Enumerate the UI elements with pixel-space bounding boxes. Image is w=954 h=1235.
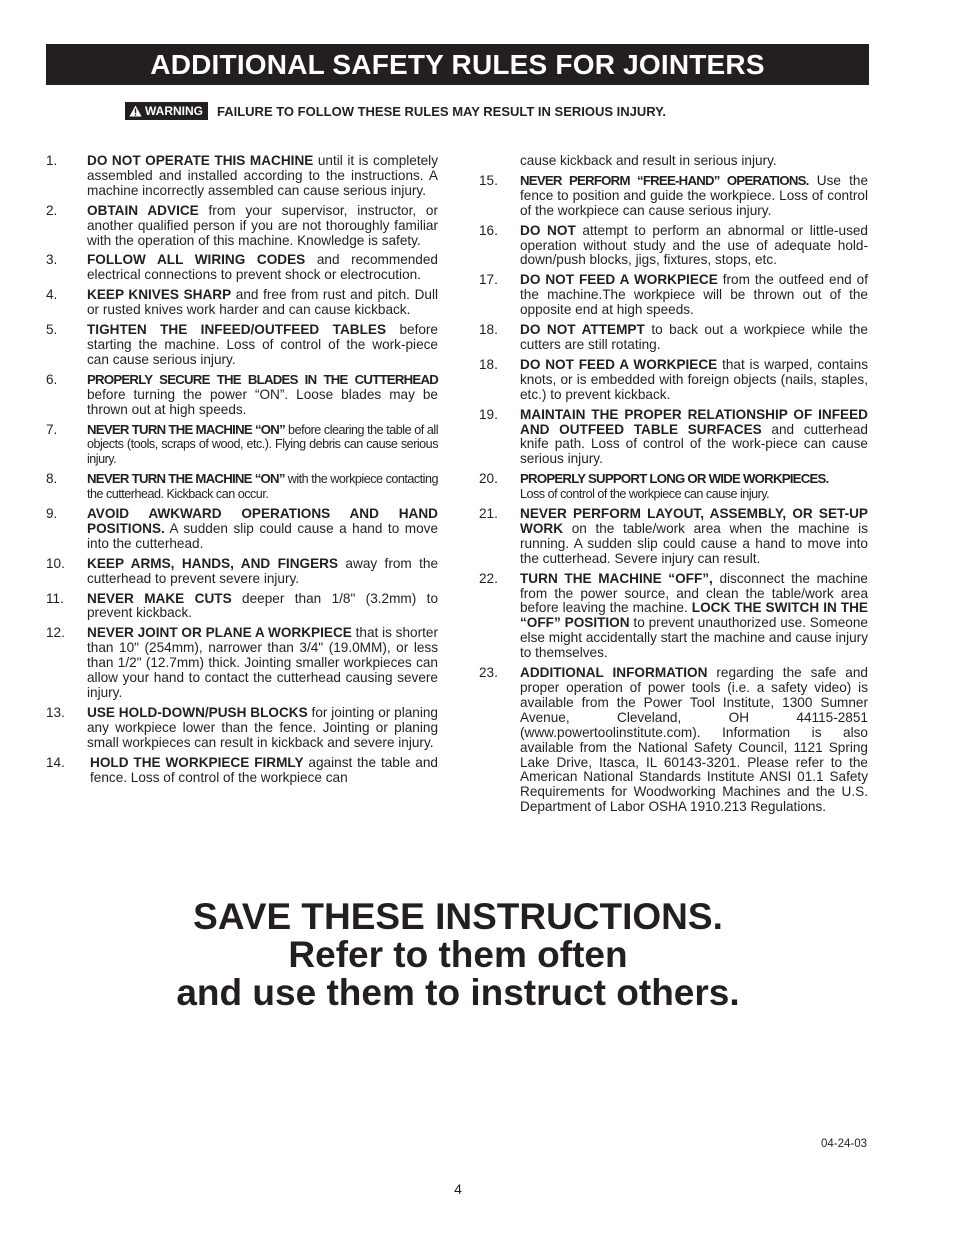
rule-lead: KEEP KNIVES SHARP	[87, 287, 232, 303]
rule-number: 18.	[479, 322, 498, 338]
rule-lead: FOLLOW ALL WIRING CODES	[87, 252, 306, 268]
rule-number: 2.	[46, 202, 58, 218]
rule-lead: DO NOT ATTEMPT	[520, 322, 645, 338]
rule-text: before clearing the table of all objects (tools, scraps of wood, etc.). Flying debris can cause serious injury.	[87, 422, 438, 467]
rule-lead: NEVER PERFORM “FREE-HAND” OPERATIONS.	[520, 172, 809, 188]
rule-text: A sudden slip could cause a hand to move into the cutterhead.	[87, 520, 438, 551]
rule-text: for jointing or planing any workpiece lower than the fence. Jointing or planing small workpieces can result in kickback and severe injury.	[87, 704, 438, 750]
rule-text: and free from rust and pitch. Dull or rusted knives work harder and can cause kickback.	[87, 287, 438, 318]
rule-lead: ADDITIONAL INFORMATION	[520, 665, 708, 681]
rule-lead: NEVER PERFORM LAYOUT, ASSEMBLY, OR SET-UP WORK	[520, 506, 868, 536]
rule-item	[46, 288, 438, 318]
page-number: 4	[454, 1181, 462, 1197]
rule-number: 5.	[46, 322, 58, 338]
rule-continuation: cause kickback and result in serious injury.	[520, 153, 777, 168]
rule-lead: NEVER TURN THE MACHINE “ON”	[87, 471, 285, 487]
rule-lead: NEVER MAKE CUTS	[87, 590, 232, 606]
rule-text: Loss of control of the workpiece can cause injury.	[520, 487, 770, 502]
rule-number: 3.	[46, 252, 58, 268]
rule-lead: DO NOT OPERATE THIS MACHINE	[87, 153, 314, 168]
rule-lead: PROPERLY SUPPORT LONG OR WIDE WORKPIECES.	[520, 471, 829, 487]
rule-text: away from the cutterhead to prevent severe injury.	[87, 555, 439, 586]
rule-text: Use the fence to position and guide the workpiece. Loss of control of the workpiece can cause serious injury.	[520, 172, 868, 218]
rule-item	[479, 572, 868, 661]
rule-lead: OBTAIN ADVICE	[87, 202, 199, 218]
rule-lead: TURN THE MACHINE “OFF”,	[520, 570, 713, 586]
rule-number: 22.	[479, 570, 498, 586]
rule-text: with the workpiece contacting the cutterhead. Kickback can occur.	[87, 472, 438, 502]
rule-text: regarding the safe and proper operation of power tools (i.e. a safety video) is available from the Power Tool Institute, 1300 Sumner Avenue, Cleveland, OH 44115-2851 (www.powertoolinstitute.com). Information is also available from the National Safety Council, 1121 Spring Lake Drive, Itasca, IL 60143-3201. Please refer to the American National Standards Institute ANSI 01.1 Safety Requirements for Woodworking Machines and the U.S. Department of Labor OSHA 1910.213 Regulations.	[520, 665, 868, 815]
rule-number: 18.	[479, 356, 498, 372]
rules-column-right	[479, 154, 868, 820]
save-line-2: Refer to them often	[288, 934, 628, 975]
rule-item	[46, 706, 438, 751]
rule-lead: TIGHTEN THE INFEED/OUTFEED TABLES	[87, 322, 387, 338]
rule-item	[46, 373, 438, 418]
rule-text: deeper than 1/8" (3.2mm) to prevent kickback.	[87, 590, 439, 621]
rule-text: that is shorter than 10" (254mm), narrower than 3/4" (19.0MM), or less than 1/2" (12.7mm) thick. Jointing smaller workpieces can allow your hand to contact the cutterhead causing severe injury.	[87, 625, 438, 700]
rule-text: on the table/work area when the machine is running. A sudden slip could cause a hand to move into the cutterhead. Severe injury can result.	[520, 520, 868, 566]
rule-text: and cutterhead knife path. Loss of control of the work-piece can cause serious injury.	[520, 421, 868, 467]
warning-badge-label: WARNING	[145, 104, 203, 118]
rule-lead: DO NOT FEED A WORKPIECE	[520, 272, 718, 288]
rule-text: to back out a workpiece while the cutters are still rotating.	[520, 322, 868, 352]
rule-lead: AVOID AWKWARD OPERATIONS AND HAND POSITIONS.	[87, 506, 438, 536]
rule-lead: DO NOT FEED A WORKPIECE	[520, 356, 718, 372]
rule-number: 1.	[46, 153, 58, 168]
rule-lead: NEVER TURN THE MACHINE “ON”	[87, 421, 285, 437]
rule-text: before turning the power “ON”. Loose blades may be thrown out at high speeds.	[87, 386, 438, 417]
save-instructions-heading	[0, 898, 916, 1012]
rule-number: 21.	[479, 506, 498, 522]
rule-item	[46, 472, 438, 502]
rule-lead-secondary: LOCK THE SWITCH IN THE “OFF” POSITION	[520, 600, 868, 631]
section-title: ADDITIONAL SAFETY RULES FOR JOINTERS	[46, 44, 869, 85]
rules-column-left	[46, 154, 438, 790]
rule-number: 10.	[46, 555, 65, 571]
rule-item	[479, 666, 868, 815]
rule-lead: DO NOT	[520, 222, 576, 238]
warning-notice	[125, 101, 666, 121]
rule-item	[46, 756, 438, 786]
rule-item	[46, 423, 438, 468]
warning-text: FAILURE TO FOLLOW THESE RULES MAY RESULT IN SERIOUS INJURY.	[217, 103, 667, 119]
rule-item	[46, 592, 438, 622]
rule-text: disconnect the machine from the power source, and clean the table/work area before leaving the machine.	[520, 570, 868, 616]
rule-number: 8.	[46, 471, 58, 487]
rule-text: attempt to perform an abnormal or little-used operation without study and the use of adequate hold-down/push blocks, jigs, fixtures, stops, etc.	[520, 222, 868, 268]
rule-number: 12.	[46, 625, 65, 641]
rule-number: 13.	[46, 704, 65, 720]
rule-number: 11.	[46, 590, 64, 606]
rule-item	[479, 408, 868, 468]
rule-number: 7.	[46, 421, 58, 437]
rule-item	[479, 323, 868, 353]
rule-text: until it is completely assembled and installed according to the instructions. A machine incorrectly assembled can cause serious injury.	[87, 153, 438, 198]
save-line-1: SAVE THESE INSTRUCTIONS.	[193, 896, 723, 937]
rule-item	[479, 358, 868, 403]
rule-item	[46, 204, 438, 249]
rule-number: 20.	[479, 471, 498, 487]
rule-item	[46, 154, 438, 199]
revision-date: 04-24-03	[820, 1138, 867, 1150]
rule-item	[46, 507, 438, 552]
rule-item	[46, 253, 438, 283]
rule-lead: KEEP ARMS, HANDS, AND FINGERS	[87, 555, 339, 571]
rule-lead: PROPERLY SECURE THE BLADES IN THE CUTTERHEAD	[87, 371, 438, 387]
rule-number: 14.	[46, 754, 65, 770]
rule-number: 6.	[46, 371, 58, 387]
rule-number: 15.	[479, 172, 498, 188]
rule-number: 17.	[479, 272, 498, 288]
save-line-3: and use them to instruct others.	[176, 972, 740, 1013]
warning-triangle-icon	[129, 105, 142, 117]
rule-item	[46, 557, 438, 587]
rule-item	[46, 323, 438, 368]
rule-text-secondary: to prevent unauthorized use. Someone else might accidentally start the machine and cause injury to themselves.	[520, 615, 868, 661]
rule-number: 9.	[46, 506, 58, 522]
rule-item	[479, 507, 868, 567]
rule-text: that is warped, contains knots, or is embedded with foreign objects (nails, staples, etc.) to prevent kickback.	[520, 356, 868, 402]
rule-item	[46, 626, 438, 701]
rule-number: 19.	[479, 406, 498, 422]
rule-lead: HOLD THE WORKPIECE FIRMLY	[90, 754, 304, 770]
warning-badge	[125, 102, 208, 120]
rule-lead: NEVER JOINT OR PLANE A WORKPIECE	[87, 625, 352, 641]
rule-text: from your supervisor, instructor, or another qualified person if you are not thoroughly familiar with the operation of this machine. Knowledge is safety.	[87, 202, 438, 248]
rule-item	[479, 273, 868, 318]
rule-number: 23.	[479, 665, 498, 681]
rule-text: from the outfeed end of the machine.The workpiece will be thrown out of the opposite end at high speeds.	[520, 272, 868, 318]
rule-text: before starting the machine. Loss of control of the work-piece can cause serious injury.	[87, 322, 438, 367]
rule-lead: MAINTAIN THE PROPER RELATIONSHIP OF INFEED AND OUTFEED TABLE SURFACES	[520, 406, 868, 437]
rule-text: and recommended electrical connections to prevent shock or electrocution.	[87, 252, 438, 283]
rule-item	[479, 472, 868, 502]
rule-item	[479, 174, 868, 219]
rule-item	[479, 224, 868, 269]
rule-number: 16.	[479, 222, 498, 238]
rule-lead: USE HOLD-DOWN/PUSH BLOCKS	[87, 704, 308, 720]
rule-number: 4.	[46, 287, 58, 303]
rule-text: against the table and fence. Loss of control of the workpiece can	[90, 754, 438, 785]
